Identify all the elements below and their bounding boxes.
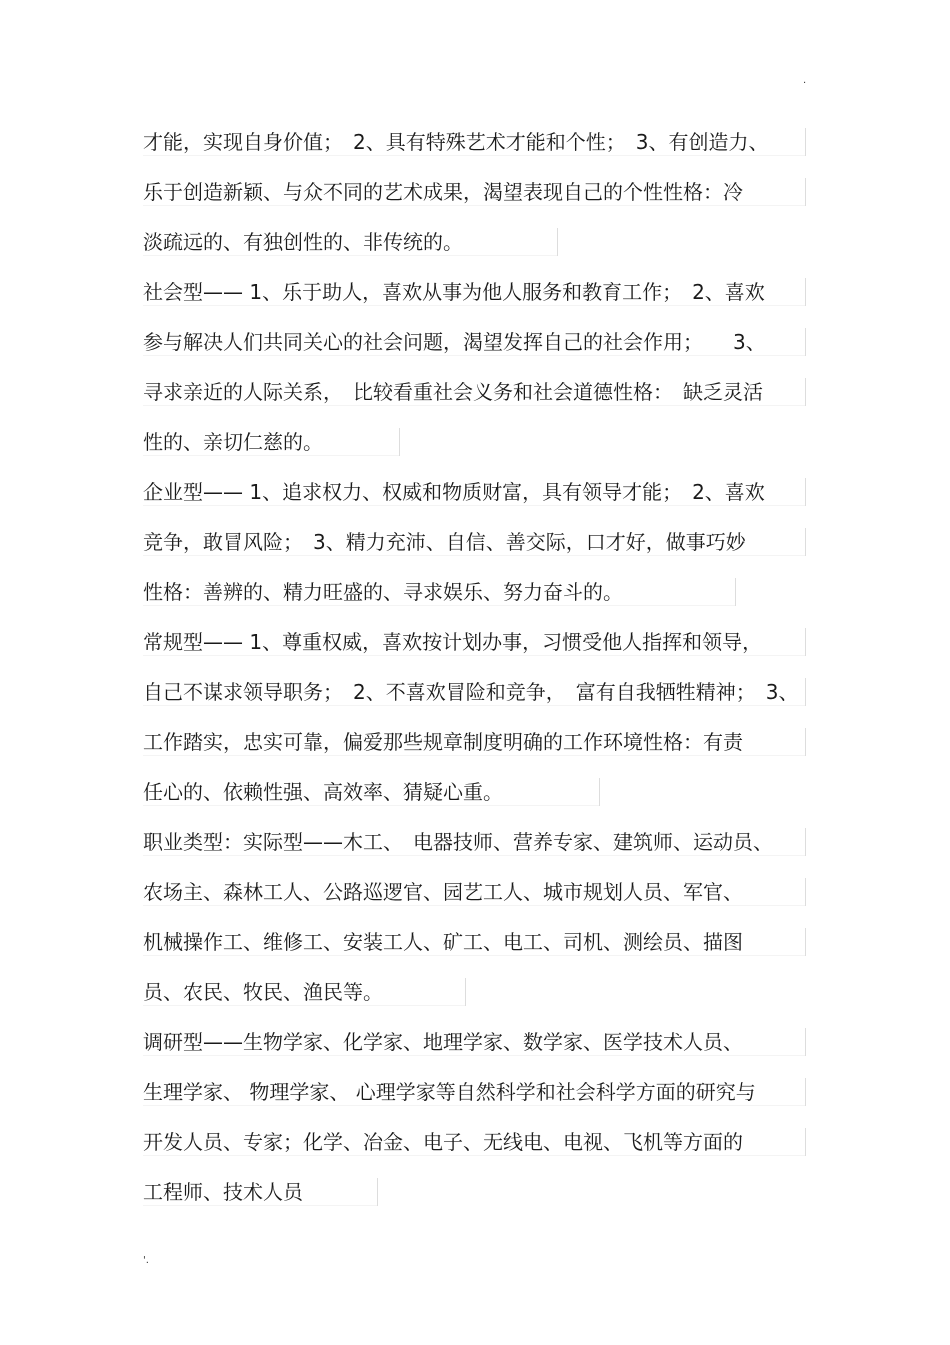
text-line: 性格：善辨的、精力旺盛的、寻求娱乐、努力奋斗的。 (143, 578, 736, 606)
text-line: 调研型——生物学家、化学家、地理学家、数学家、医学技术人员、 (143, 1028, 806, 1056)
text-line: 社会型—— 1、乐于助人，喜欢从事为他人服务和教育工作； 2、喜欢 (143, 278, 806, 306)
corner-mark-bottom: '. (143, 1255, 149, 1266)
text-line: 才能，实现自身价值； 2、具有特殊艺术才能和个性； 3、有创造力、 (143, 128, 806, 156)
text-line: 任心的、依赖性强、高效率、猜疑心重。 (143, 778, 600, 806)
text-line: 开发人员、专家；化学、冶金、电子、无线电、电视、飞机等方面的 (143, 1128, 806, 1156)
text-line: 寻求亲近的人际关系， 比较看重社会义务和社会道德性格： 缺乏灵活 (143, 378, 806, 406)
text-line: 工作踏实，忠实可靠，偏爱那些规章制度明确的工作环境性格：有责 (143, 728, 806, 756)
text-line: 性的、亲切仁慈的。 (143, 428, 400, 456)
text-line: 常规型—— 1、尊重权威，喜欢按计划办事，习惯受他人指挥和领导， (143, 628, 806, 656)
text-line: 淡疏远的、有独创性的、非传统的。 (143, 228, 558, 256)
text-line: 农场主、森林工人、公路巡逻官、园艺工人、城市规划人员、军官、 (143, 878, 806, 906)
text-line: 自己不谋求领导职务； 2、不喜欢冒险和竞争， 富有自我牺牲精神； 3、 (143, 678, 806, 706)
text-line: 生理学家、 物理学家、 心理学家等自然科学和社会科学方面的研究与 (143, 1078, 806, 1106)
corner-mark-top: . (803, 75, 807, 86)
text-line: 机械操作工、维修工、安装工人、矿工、电工、司机、测绘员、描图 (143, 928, 806, 956)
text-line: 企业型—— 1、追求权力、权威和物质财富，具有领导才能； 2、喜欢 (143, 478, 806, 506)
text-line: 职业类型：实际型——木工、 电器技师、营养专家、建筑师、运动员、 (143, 828, 806, 856)
text-line: 竞争，敢冒风险； 3、精力充沛、自信、善交际，口才好，做事巧妙 (143, 528, 806, 556)
text-line: 参与解决人们共同关心的社会问题，渴望发挥自己的社会作用； 3、 (143, 328, 806, 356)
text-line: 员、农民、牧民、渔民等。 (143, 978, 466, 1006)
text-line: 工程师、技术人员 (143, 1178, 378, 1206)
text-line: 乐于创造新颖、与众不同的艺术成果，渴望表现自己的个性性格：冷 (143, 178, 806, 206)
